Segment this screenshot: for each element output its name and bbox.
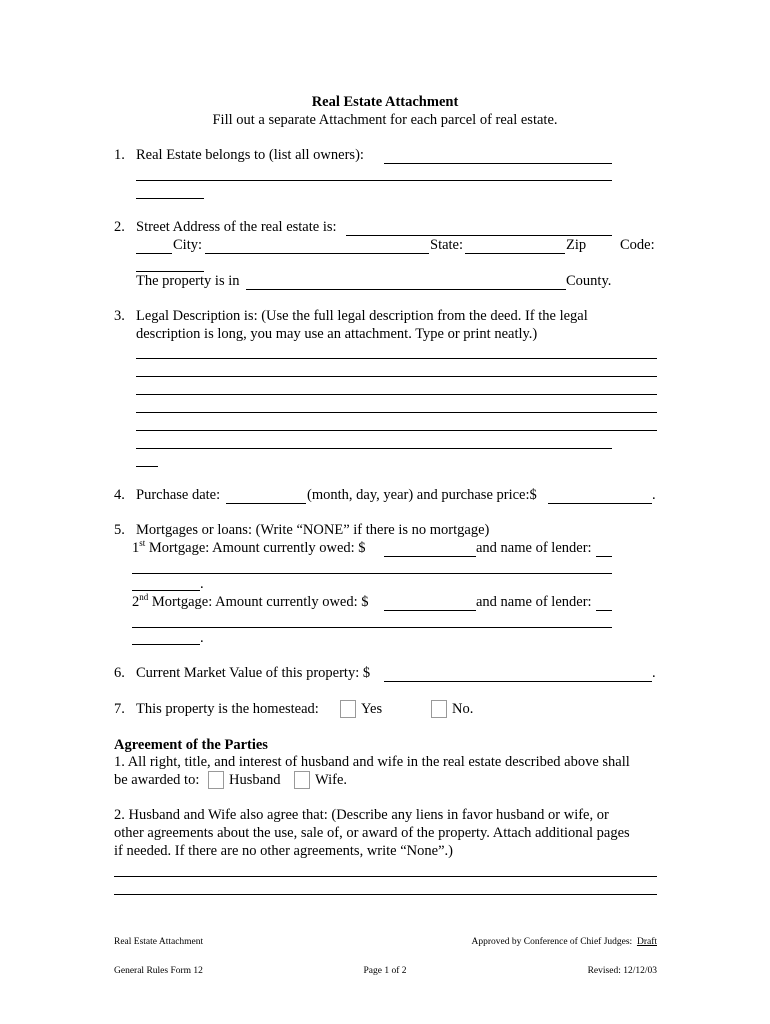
state-label: State: (430, 237, 464, 253)
award-wife-checkbox[interactable] (294, 771, 310, 789)
first-mortgage-lender-field[interactable] (596, 556, 612, 557)
first-mortgage-period: . (200, 576, 204, 592)
second-mortgage-lender-label: and name of lender: (476, 594, 592, 610)
footer-draft-status: Draft (636, 937, 657, 947)
city-label: City: (173, 237, 203, 253)
first-mortgage-lender-line-2[interactable] (132, 573, 612, 574)
agreement-2-line-3: if needed. If there are no other agreements, write “None”.) (114, 843, 453, 859)
award-wife-label: Wife. (315, 772, 348, 788)
item-4-number: 4. (114, 487, 125, 503)
purchase-price-field[interactable] (548, 503, 652, 504)
item-1-number: 1. (114, 147, 125, 163)
awarded-to-label: be awarded to: (114, 772, 200, 788)
second-mortgage-lender-line-2[interactable] (132, 627, 612, 628)
footer-revised-date: Revised: 12/12/03 (587, 966, 657, 976)
purchase-price-period: . (652, 487, 656, 503)
award-husband-checkbox[interactable] (208, 771, 224, 789)
first-mortgage-lender-line-3[interactable] (132, 590, 200, 591)
footer-approval: Approved by Conference of Chief Judges: Draft (471, 937, 657, 947)
legal-description-line-4[interactable] (136, 412, 657, 413)
owners-field[interactable] (384, 163, 612, 164)
first-mortgage-lender-label: and name of lender: (476, 540, 592, 556)
second-mortgage-period: . (200, 630, 204, 646)
legal-description-line-5[interactable] (136, 430, 657, 431)
county-label: The property is in (136, 273, 240, 289)
second-mortgage-amount-field[interactable] (384, 610, 476, 611)
agreement-2-field-line-2[interactable] (114, 894, 657, 895)
legal-description-instructions: description is long, you may use an attachment. Type or print neatly.) (136, 326, 538, 342)
purchase-date-label: Purchase date: (136, 487, 221, 503)
first-mortgage-label: 1st Mortgage: Amount currently owed: $ (132, 538, 366, 556)
form-subtitle: Fill out a separate Attachment for each parcel of real estate. (212, 112, 558, 128)
owners-field-line-2[interactable] (136, 180, 612, 181)
purchase-price-label: (month, day, year) and purchase price:$ (307, 487, 537, 503)
market-value-period: . (652, 665, 656, 681)
legal-description-line-7[interactable] (136, 466, 158, 467)
legal-description-line-6[interactable] (136, 448, 612, 449)
street-address-field[interactable] (346, 235, 612, 236)
purchase-date-field[interactable] (226, 503, 306, 504)
market-value-label: Current Market Value of this property: $ (136, 665, 371, 681)
county-suffix: County. (566, 273, 612, 289)
footer-form-name: Real Estate Attachment (114, 937, 204, 947)
agreement-heading: Agreement of the Parties (114, 737, 268, 753)
state-field[interactable] (465, 253, 565, 254)
agreement-2-field-line-1[interactable] (114, 876, 657, 877)
first-mortgage-amount-field[interactable] (384, 556, 476, 557)
market-value-field[interactable] (384, 681, 652, 682)
homestead-yes-checkbox[interactable] (340, 700, 356, 718)
city-field[interactable] (205, 253, 429, 254)
second-mortgage-label: 2nd Mortgage: Amount currently owed: $ (132, 592, 369, 610)
homestead-yes-label: Yes (361, 701, 383, 717)
item-2-number: 2. (114, 219, 125, 235)
homestead-label: This property is the homestead: (136, 701, 319, 717)
footer-page-number: Page 1 of 2 (363, 966, 407, 976)
agreement-1-text: 1. All right, title, and interest of husband and wife in the real estate described above shall (114, 754, 630, 770)
award-husband-label: Husband (229, 772, 281, 788)
form-title: Real Estate Attachment (311, 94, 459, 110)
legal-description-line-2[interactable] (136, 376, 657, 377)
homestead-no-checkbox[interactable] (431, 700, 447, 718)
legal-description-line-3[interactable] (136, 394, 657, 395)
legal-description-label: Legal Description is: (Use the full legal description from the deed. If the legal (136, 308, 588, 324)
item-3-number: 3. (114, 308, 125, 324)
zip-code-field[interactable] (136, 271, 204, 272)
second-mortgage-lender-field[interactable] (596, 610, 612, 611)
street-address-field-cont[interactable] (136, 253, 172, 254)
mortgages-label: Mortgages or loans: (Write “NONE” if there is no mortgage) (136, 522, 490, 538)
item-7-number: 7. (114, 701, 125, 717)
owners-label: Real Estate belongs to (list all owners): (136, 147, 364, 163)
owners-field-line-3[interactable] (136, 198, 204, 199)
zip-label: Zip (566, 237, 587, 253)
zip-code-label: Code: (620, 237, 655, 253)
county-field[interactable] (246, 289, 566, 290)
item-6-number: 6. (114, 665, 125, 681)
footer-form-number: General Rules Form 12 (114, 966, 203, 976)
homestead-no-label: No. (452, 701, 474, 717)
item-5-number: 5. (114, 522, 125, 538)
street-address-label: Street Address of the real estate is: (136, 219, 337, 235)
second-mortgage-lender-line-3[interactable] (132, 644, 200, 645)
agreement-2-line-1: 2. Husband and Wife also agree that: (Describe any liens in favor husband or wife, or (114, 807, 609, 823)
agreement-2-line-2: other agreements about the use, sale of, or award of the property. Attach additional pages (114, 825, 630, 841)
legal-description-line-1[interactable] (136, 358, 657, 359)
